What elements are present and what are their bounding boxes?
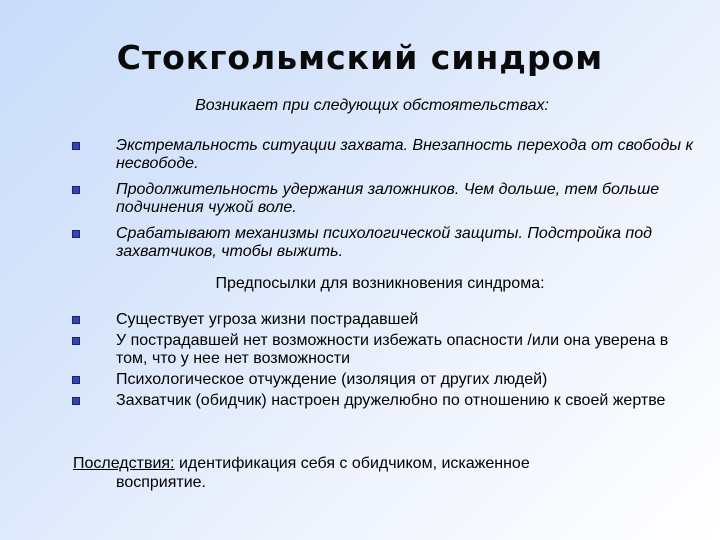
list-item-text: Продолжительность удержания заложников. Чем дольше, тем больше подчинения чужой воле. — [116, 181, 660, 216]
list-item — [70, 181, 700, 217]
list-item-text: Существует угроза жизни пострадавшей — [116, 311, 419, 328]
slide-title: Стокгольмский синдром — [116, 38, 604, 77]
list-item-text: Экстремальность ситуации захвата. Внезапность перехода от свободы к несвободе. — [116, 137, 694, 172]
list-item — [70, 225, 700, 261]
list-item-text: У пострадавшей нет возможности избежать опасности /или она уверена в том, что у нее нет возможности — [116, 332, 669, 367]
prerequisites-list — [70, 311, 700, 413]
list-item — [70, 371, 700, 389]
consequences-text-continuation: восприятие. — [116, 474, 206, 491]
consequences-label: Последствия: — [73, 455, 175, 472]
list-item — [70, 311, 700, 329]
prerequisites-heading: Предпосылки для возникновения синдрома: — [215, 275, 545, 292]
list-item-text: Психологическое отчуждение (изоляция от других людей) — [116, 371, 548, 388]
list-item — [70, 332, 700, 368]
consequences-text: идентификация себя с обидчиком, искаженное — [178, 455, 530, 472]
list-item-text: Срабатывают механизмы психологической защиты. Подстройка под захватчиков, чтобы выжить. — [116, 225, 652, 260]
square-bullet-icon — [72, 337, 80, 345]
consequences-paragraph — [73, 454, 673, 492]
square-bullet-icon — [72, 142, 80, 150]
square-bullet-icon — [72, 230, 80, 238]
list-item — [70, 137, 700, 173]
circumstances-list — [70, 137, 700, 269]
list-item — [70, 392, 700, 410]
circumstances-heading: Возникает при следующих обстоятельствах: — [195, 97, 549, 114]
square-bullet-icon — [72, 376, 80, 384]
square-bullet-icon — [72, 397, 80, 405]
list-item-text: Захватчик (обидчик) настроен дружелюбно по отношению к своей жертве — [116, 392, 666, 409]
square-bullet-icon — [72, 186, 80, 194]
square-bullet-icon — [72, 316, 80, 324]
